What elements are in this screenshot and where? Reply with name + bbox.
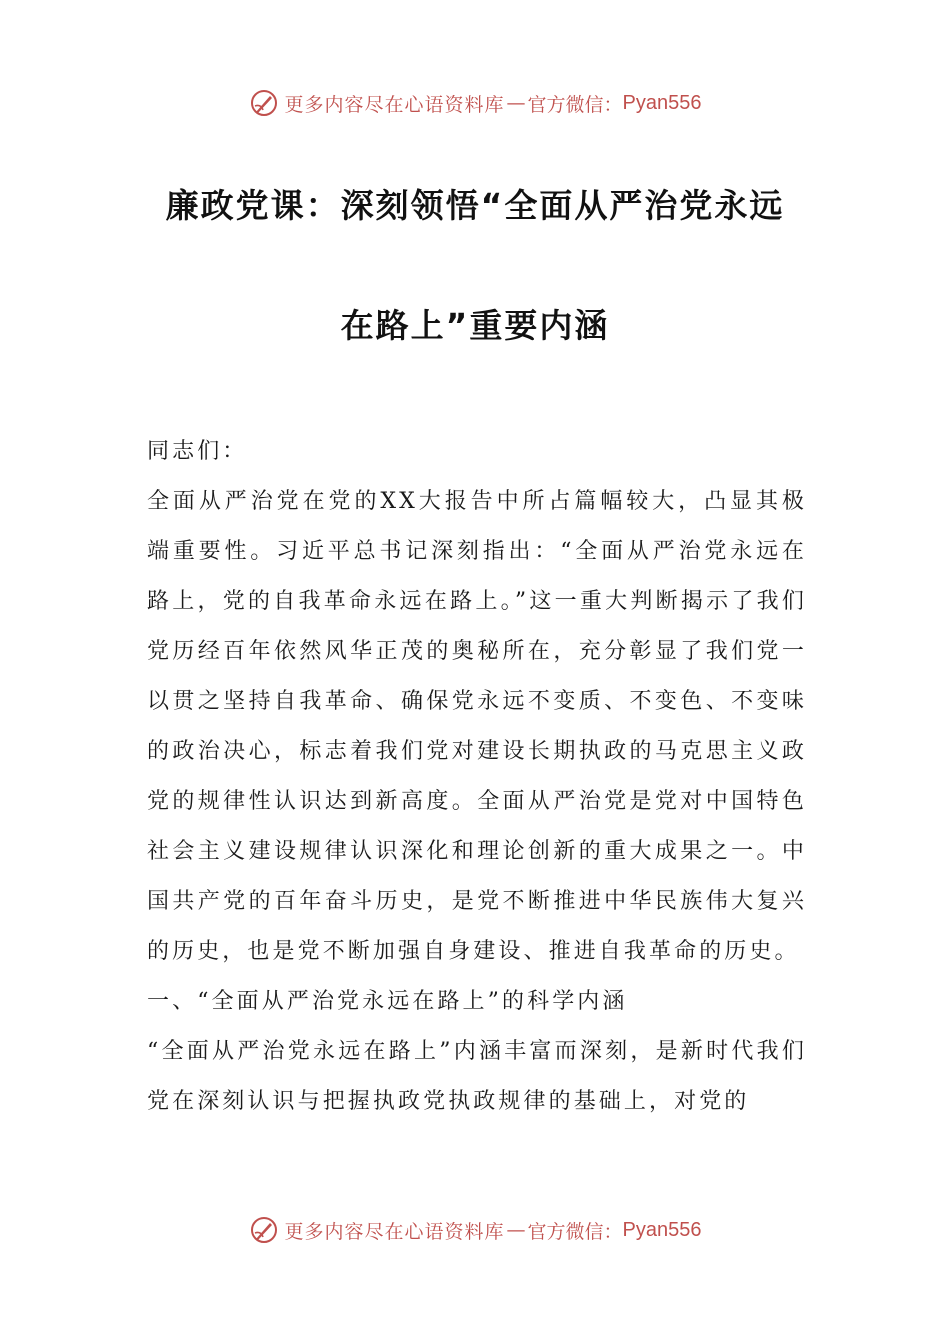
quill-logo-icon (249, 88, 279, 118)
watermark-footer (0, 1208, 950, 1252)
watermark-dash: — (506, 92, 526, 114)
watermark-wechat-id: Pyan556 (622, 91, 702, 114)
watermark-dash: — (506, 1219, 526, 1241)
paragraph: 全面从严治党在党的XX大报告中所占篇幅较大，凸显其极端重要性。习近平总书记深刻指出：“全面从严治党永远在路上，党的自我革命永远在路上。”这一重大判断揭示了我们党历经百年依然风华正茂的奥秘所在，充分彰显了我们党一以贯之坚持自我革命、确保党永远不变质、不变色、不变味的政治决心，标志着我们党对建设长期执政的马克思主义政党的规律性认识达到新高度。全面从严治党是党对中国特色社会主义建设规律认识深化和理论创新的重大成果之一。中国共产党的百年奋斗历史，是党不断推进中华民族伟大复兴的历史，也是党不断加强自身建设、推进自我革命的历史。 (147, 489, 807, 964)
watermark-slogan: 更多内容尽在心语资料库 (284, 1220, 505, 1243)
document-body (147, 427, 807, 1127)
watermark-slogan: 更多内容尽在心语资料库 (284, 93, 505, 116)
paragraph: “全面从严治党永远在路上”内涵丰富而深刻，是新时代我们党在深刻认识与把握执政党执政规律的基础上，对党的 (147, 1039, 807, 1114)
salutation: 同志们： (147, 439, 248, 464)
document-title-line-2: 在路上”重要内涵 (340, 306, 610, 345)
document-title-line-1: 廉政党课：深刻领悟“全面从严治党永远 (165, 186, 785, 225)
watermark-wechat-id: Pyan556 (622, 1218, 702, 1241)
section-heading: 一、“全面从严治党永远在路上”的科学内涵 (147, 989, 628, 1014)
watermark-header (0, 81, 950, 125)
watermark-wechat-label: 官方微信： (527, 1220, 623, 1243)
quill-logo-icon (249, 1215, 279, 1245)
watermark-wechat-label: 官方微信： (527, 93, 623, 116)
